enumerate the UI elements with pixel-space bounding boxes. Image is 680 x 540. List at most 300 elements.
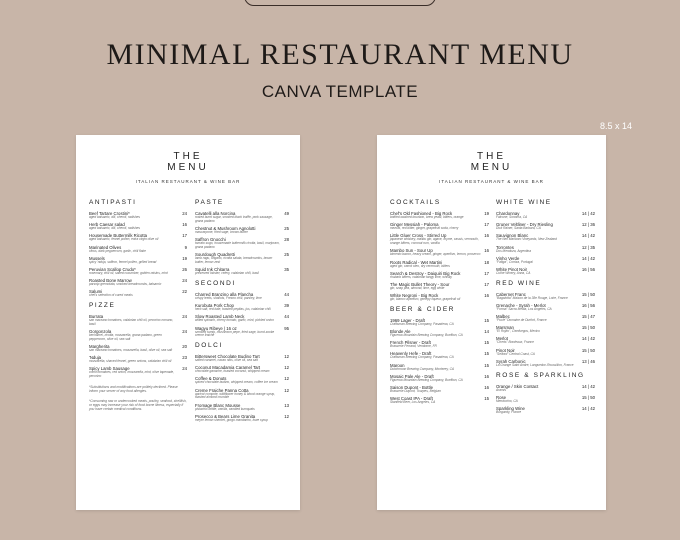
menu-item-description: Figueroa Mountain Brewing Company, Buellton, CA [390,377,463,382]
menu-item-name: Marsman [496,325,514,331]
menu-item-description: aged balsamic, dill, chervil, radishes [89,226,141,231]
menu-item-description: mascarpone, fried sage, brown butter [195,229,248,234]
menu-item-price: 15 [484,362,489,368]
menu-item-name: Charred Branzino alla Plancha [195,291,254,297]
menu-item-text [390,260,450,269]
menu-item-description: Dutchmoon Brewing Company, Monterey, CA [390,366,455,371]
menu-item [496,314,595,323]
menu-item-description: salted caramel, cacao nibs, olive oil, sea salt [195,358,258,363]
menu-item-description: lamb ragu, origano, ricotta salata, breadcrumbs, brown butter, lemon zest [195,256,273,264]
menu-item-description: Stanfield Beer, Los Angeles, CA [390,400,436,405]
menu-item-description: Brasserie Dupont, Tourpes, Belgium [390,389,442,394]
food-left-column [89,195,187,411]
menu-item-description: preserved lobster, celery, calabrian chili, basil [195,271,259,276]
menu-item-description: aged balsamic, fennel pollen, extra virgin olive oil [89,237,159,242]
menu-item-price: 12 [284,354,289,360]
menu-item-description: confit tomatoes, red onion, mozzarella, mint, olive tapenade, pecorino [89,370,175,379]
menu-item-price: 49 [284,211,289,216]
menu-item-price: 12 [284,413,289,419]
menu-item-price: 15 [484,396,489,402]
menu-item-description: gin, bianco aperitivo, genepy liqueur, grapefruit oil [390,297,461,302]
menu-item-name: Squid Ink Chitarra [195,267,230,273]
menu-item-description: Aramis [496,387,506,392]
menu-item-price: 16 [484,373,489,379]
page-title: MINIMAL RESTAURANT MENU [106,38,574,71]
menu-item-price: 14 | 42 [581,233,595,239]
menu-item-price: 28 [284,237,289,243]
menu-item-name: Torrontes [496,244,514,250]
menu-item-text [390,385,441,394]
menu-item-description: Craftsman Brewing Company, Pasadena, CA [390,321,454,326]
menu-item-price: 24 [182,211,187,216]
menu-item-name: Chef's Old Fashioned - Big Rock [390,211,453,216]
menu-item-price: 95 [284,325,289,331]
menu-item-name: Malbec [496,314,510,320]
brand-the: THE [477,151,506,162]
menu-item-name: Margherita [89,344,110,350]
drinks-right-column [496,195,595,417]
brand-block [76,152,300,184]
menu-item-name: Saffron Gnocchi [195,237,226,243]
menu-item-description: "Forma" Sacra Media, Los Angeles, CA [496,306,552,311]
menu-item-text [89,267,168,276]
menu-item [390,248,489,257]
menu-item-name: Sparkling Wine [496,406,525,412]
menu-item-name: Roasted Bone Marrow [89,278,132,284]
menu-item-description: wilted spinach, cherry tomato, garlic, mint, pickled onion [195,318,274,323]
menu-item-text [89,211,140,220]
menu-item [496,267,595,276]
menu-item-price: 12 [284,387,289,393]
brand-tagline: ITALIAN RESTAURANT & WINE BAR [439,179,544,184]
menu-item-description: herb salt, red kale, toasted pepitas, jus, calabrian chili [195,307,271,312]
menu-item-price: 16 [182,222,187,228]
menu-item-price: 23 [182,355,187,361]
menu-item-name: Kurobuta Pork Chop [195,303,234,309]
menu-item-name: Marinated Olives [89,244,122,250]
menu-item-name: Maroon [390,362,405,368]
menu-item-name: White Pinot Noir [496,266,528,272]
menu-item-price: 15 [484,340,489,346]
menu-item-name: Slow Roasted Lamb Neck [195,314,245,320]
menu-item [195,267,289,276]
menu-item-text [195,267,259,276]
menu-item-text [195,365,269,374]
menu-item-text [89,355,171,364]
menu-item-description: rosted burnt sugar, smoked black truffle, pork sausage, grana padano [195,215,273,223]
food-right-column [195,195,289,425]
menu-item [195,314,289,323]
section-heading: RED WINE [496,279,542,287]
menu-item-text [390,282,449,291]
menu-item-price: 17 [484,281,489,287]
menu-item-name: Housemade Buttermilk Ricotta [89,233,148,239]
menu-item [89,233,187,242]
menu-item [496,245,595,254]
menu-item-name: West Coast IPA - Draft [390,396,433,402]
menu-item [195,226,289,235]
menu-item [89,267,187,276]
menu-item-name: Orange / Skin Contact [496,383,539,389]
menu-item-text [195,237,281,250]
menu-item-text [390,271,460,280]
menu-item-price: 22 [182,289,187,295]
menu-item-price: 12 | 35 [581,244,595,250]
menu-item-price: 13 | 46 [581,358,595,364]
menu-item-description: La Grange Saint Andre, Languedoc-Roussillon, France [496,362,574,367]
menu-item-price: 16 [484,248,489,254]
menu-item-name: Fromage Blanc Mousse [195,402,241,408]
menu-item-description: Dick Rainer, Santa Barbara, CA [496,226,541,231]
menu-item-name: Spicy Lamb Sausage [89,366,130,372]
section-heading: ANTIPASTI [89,199,137,206]
menu-item-description: bimento bacon, heavy cream, ginger, aperitivo, lemon, prosecco [390,252,481,257]
menu-item-description: tomato sugo, housemade buttermilk ricotta, basil, marjoram, grana padano [195,241,280,249]
menu-item-text [89,329,179,342]
menu-item-name: Little Gluer Cross - Stirred Up [390,233,447,239]
menu-item [390,222,489,231]
menu-item [496,395,595,404]
menu-item-price: 16 | 56 [581,302,595,308]
menu-item-name: Chardonnay [496,211,520,216]
menu-item [89,314,187,327]
menu-item-text [390,351,454,360]
menu-item-price: 17 [484,222,489,228]
menu-item-text [195,403,255,412]
menu-item-description: "Seiford" Central Coast, CA [496,351,535,356]
size-label: 8.5 x 14 [599,121,632,131]
menu-item-price: 15 | 50 [581,325,595,331]
menu-item-name: Burrata [89,314,104,320]
menu-item [195,252,289,265]
menu-item [195,365,289,374]
menu-item-price: 24 [182,366,187,372]
menu-item-text [496,384,538,393]
menu-item-text [390,293,460,302]
menu-item [390,396,489,405]
menu-item-description: mozzarella, shaved fennel, green onions, calabrian chili oil [89,359,172,364]
menu-item-name: Wagyu Ribeye | 16 oz [195,325,237,331]
menu-item-text [89,314,179,327]
menu-item-price: 44 [284,314,289,320]
menu-item-price: 25 [284,252,289,258]
menu-item-description: rhubarb bitters, calabrian tangy lime, whisky [390,274,453,279]
menu-item-description: The Neil Marlboro Vineyards, New Zealand [496,237,557,242]
menu-item [496,211,595,220]
menu-item-name: Creme Fraiche Panna Cotta [195,387,249,393]
menu-item-description: Falcone, Sonoma, CA [496,215,528,219]
menu-item [390,363,489,372]
menu-item-description: bottled-washed bourbon, brew yeast, bitters, orange [390,215,464,219]
menu-item-description: Craftsman Brewing Company, Pasadena, CA [390,355,454,360]
menu-item-description: apricot compote, wildflower honey & blood orange syrup, toasted almond crumble [195,391,276,400]
menu-item-text [390,222,458,231]
menu-item-text [195,252,281,265]
menu-item-text [390,233,481,246]
menu-item [390,351,489,360]
menu-item-text [89,222,140,231]
section-heading: ROSE & SPARKLING [496,371,585,379]
menu-item-price: 14 | 42 [581,383,595,389]
menu-item [496,256,595,265]
menu-item-text [195,388,281,401]
menu-item-price: 24 [182,278,187,284]
menu-item-name: Coconut Macadamia Caramel Tart [195,365,261,371]
menu-item [390,233,489,246]
menu-item-description: parsnip gremolata, smoked breadcrumbs, balsamic [89,282,162,287]
menu-item-text [390,248,480,257]
menu-item [89,245,187,254]
menu-item-price: 26 [182,266,187,272]
menu-item-price: 20 [182,344,187,350]
menu-item-text [195,414,268,423]
menu-item-text [390,318,454,327]
menu-item-text [496,256,533,265]
section-heading: COCKTAILS [390,199,441,206]
menu-item [496,292,595,301]
menu-item-text [496,359,574,368]
section-heading: WHITE WINE [496,199,552,206]
menu-item-text [195,376,278,385]
menu-item-name: Sourdough Quadretti [195,252,235,258]
menu-item-text [496,336,534,345]
menu-item-text [89,233,158,242]
menu-item-text [195,303,271,312]
section-heading: DOLCI [195,342,223,350]
menu-item-name: Pinot Noir [496,347,515,353]
menu-item-name: Peruvian Scallop Crudo* [89,266,136,272]
menu-item-text [195,314,274,323]
menu-item-text [89,256,156,265]
menu-item-price: 15 | 50 [581,347,595,353]
menu-page-drinks [377,135,606,510]
menu-item-text [496,267,530,276]
menu-item [195,403,289,412]
menu-item-text [496,303,552,312]
menu-item-name: Beef Tartare Crostini* [89,211,130,216]
menu-item [390,282,489,291]
menu-item-price: 14 | 42 [581,211,595,216]
menu-item-price: 12 | 36 [581,222,595,228]
menu-item-price: 25 [284,225,289,231]
menu-item-text [496,325,540,334]
menu-item-text [89,278,161,287]
menu-item-text [195,226,255,235]
menu-item-text [195,354,260,363]
menu-item-description: san marzano tomatoes, mozzarella, basil, olive oil, sea salt [89,348,173,353]
menu-item [195,326,289,339]
menu-item [89,366,187,379]
menu-item-description: mezcal, red bitter, ginger, grapefruit soda, cherry [390,226,459,231]
menu-item [390,385,489,394]
menu-item-name: Cabernet Franc [496,291,526,297]
menu-item-price: 16 [484,293,489,299]
menu-item-description: Brasserie Ferrand, Vendome, FR [390,344,437,349]
menu-item [89,329,187,342]
menu-item [89,256,187,265]
menu-item [496,406,595,415]
menu-item-name: Sauvignon Blanc [496,233,529,239]
menu-item-name: Chestnut & Mushroom Agnolotti [195,225,256,231]
menu-item-name: Blonde Ale [390,329,411,335]
menu-item-name: Mussels [89,255,105,261]
menu-item [496,336,595,345]
menu-item-text [496,245,531,254]
menu-item [89,222,187,231]
menu-item-price: 14 | 42 [581,406,595,412]
page-subtitle: CANVA TEMPLATE [261,82,419,101]
menu-item-description: "Cherts" Bordeaux, France [496,340,534,345]
menu-item-name: Grenache - Syrah - Merlot [496,302,546,308]
menu-item-price: 17 [182,233,187,239]
menu-item [195,237,289,250]
menu-item-name: Saison Dupont - Bottle [390,385,433,391]
menu-item [195,211,289,224]
menu-item [496,222,595,231]
menu-item-description: chocolate ganache, toasted coconut, whipped cream [195,369,270,374]
menu-item-text [390,340,437,349]
menu-item-text [390,211,464,220]
menu-item [390,374,489,383]
menu-item-name: Bittersweet Chocolate Budino Tart [195,354,260,360]
menu-item-price: 13 [284,402,289,408]
menu-item-price: 16 | 56 [581,266,595,272]
menu-item [89,355,187,364]
menu-item-description: smoked turnip, mushroom pepe, fried sage, burnt-sooke creme fraiche [195,329,275,338]
top-pill-outline [244,0,436,6]
menu-item-name: Salumi [89,289,103,295]
menu-footnote: *Consuming raw or undercooked meats, poultry, seafood, shellfish, or eggs may increase your risk of food borne illness, especially if you have certain medical conditions. [89,399,187,412]
menu-item-text [496,292,568,301]
menu-item-description: Dos Mendoza, Argentina [496,248,531,253]
menu-item-price: 14 [484,329,489,335]
menu-item [89,344,187,353]
menu-item-text [195,326,281,339]
menu-item-description: Burgundy, France [496,410,522,415]
menu-page-food [76,135,300,510]
menu-item [390,260,489,269]
section-heading: BEER & CIDER [390,305,456,313]
menu-item-text [390,396,435,405]
menu-item-price: 17 [484,270,489,276]
menu-item-price: 15 | 50 [581,291,595,297]
menu-item-price: 19 [484,211,489,216]
menu-item-price: 15 [484,351,489,357]
menu-item [496,384,595,393]
menu-item-text [390,329,463,338]
menu-item-text [496,222,553,231]
menu-item-description: Mendocino, CA [496,398,518,403]
menu-item-name: Herb Caesar salad [89,222,125,228]
menu-item-price: 15 [484,317,489,323]
brand-menu: MENU [470,162,513,173]
menu-item-price: 16 [484,385,489,391]
menu-item-text [89,344,172,353]
menu-item-description: citrus, dark peppercorn, garlic, chili flake [89,248,146,253]
menu-item-description: spicy 'nduja, saffron, fennel pollen, grilled bread [89,259,157,264]
menu-item-text [195,292,262,301]
menu-item-text [195,211,281,224]
menu-item-description: aged balsamic, dill, chervil, radishes [89,215,141,219]
menu-item-price: 35 [284,267,289,273]
menu-item-price: 14 | 42 [581,336,595,342]
menu-item-name: Coffee & Donuts [195,376,227,382]
menu-item [496,233,595,242]
menu-item-name: Rose [496,394,507,400]
menu-item [496,359,595,368]
menu-item [496,348,595,357]
menu-item-description: Cuthe Winery, Anna, CA [496,270,531,275]
menu-item-text [496,314,547,323]
menu-item [89,278,187,287]
menu-item-text [496,211,527,220]
menu-item-text [496,406,525,415]
menu-item-name: Vinho Verde [496,255,520,261]
menu-item [89,211,187,220]
menu-item-description: chef's selection of cured meats [89,293,133,298]
menu-item-price: 12 [284,365,289,371]
menu-item-name: The Magic Bullet Theory - Sour [390,281,450,287]
brand-menu: MENU [167,162,209,173]
menu-item-description: japanese whiskey, malibu gin, agave, thyme, cassis, vermouth, orange bitters, coconut rum, vanilla [390,237,479,246]
menu-item-price: 24 [182,329,187,335]
menu-item-price: 24 [182,314,187,320]
menu-item-description: meyer lemon sherbet, gorgo mandarino, lowe syrup [195,417,268,422]
menu-item-description: pistachio brittle, vanilla, candied kumquats [195,406,255,411]
menu-item-text [390,363,454,372]
drinks-left-column [390,195,489,407]
brand-the: THE [173,151,203,162]
menu-item-text [89,366,179,379]
menu-item-description: rosemary, chili oil, salted cucumber, golden raisins, mint [89,270,168,275]
menu-item-price: 18 [484,259,489,265]
menu-item-price: 9 [184,244,187,250]
menu-item [496,325,595,334]
menu-item-price: 16 [484,233,489,239]
section-heading: PASTE [195,199,224,206]
menu-item-text [390,374,463,383]
menu-item-description: aged gin, carrot oleo, dry vermouth, bitters [390,263,450,268]
menu-item [195,414,289,423]
menu-item-price: 14 | 42 [581,255,595,261]
menu-item-name: Search & Destroy - Daiquiri Big Rock [390,270,461,276]
menu-item-name: 1969 Lager - Draft [390,317,425,323]
menu-item-description: spiced chocolate budino, whipped cream, coffee ice cream [195,380,278,385]
menu-item-name: Mambo Sun - Sour Up [390,248,433,254]
menu-item [195,354,289,363]
menu-item-name: Gorgonzola [89,329,112,335]
menu-item [89,289,187,298]
menu-item [390,271,489,280]
menu-item-description: "Pucle" Domaine de Durfort, France [496,318,547,323]
menu-item-price: 12 [284,376,289,382]
menu-item [195,376,289,385]
menu-item-description: "Fafiga", Corriza, Portugal [496,259,533,264]
menu-item-name: Cavatelli alla Norcina [195,211,236,216]
section-heading: SECONDI [195,279,236,287]
menu-item-description: "El Rojito", Cienfuegos, Mexico [496,329,540,334]
menu-item-name: Prosecco & Bears Lime Granita [195,413,256,419]
menu-item-description: san marzano tomatoes, calabrian chili oil, pecorino romano, basil [89,318,174,326]
menu-item-price: 19 [182,255,187,261]
menu-item [390,318,489,327]
menu-item-text [89,289,133,298]
menu-item-name: Mosaic Pale Ale - Draft [390,373,434,379]
menu-item-name: Merlot [496,336,508,342]
menu-item-name: French Pilsner - Draft [390,340,431,346]
menu-item-name: Gruner Veltliner - Dry Riesling [496,222,553,228]
menu-item [496,303,595,312]
